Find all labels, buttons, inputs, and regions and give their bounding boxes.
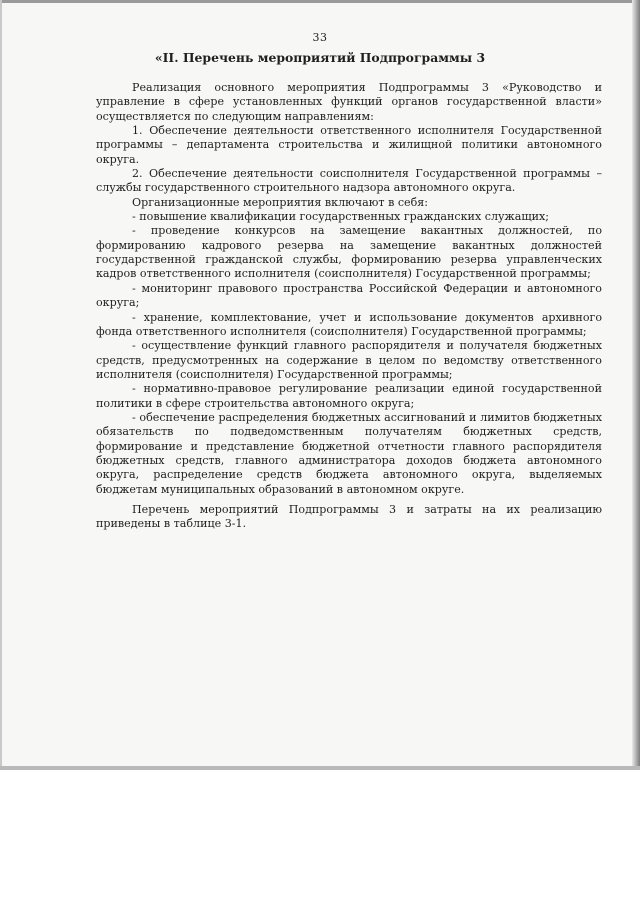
org-list-item: - нормативно-правовое регулирование реализации единой государственной политики в сфере строительства автономного округа; xyxy=(96,382,602,410)
scan-edge-left xyxy=(0,0,2,770)
document-body xyxy=(96,81,602,532)
org-list-item: - хранение, комплектование, учет и использование документов архивного фонда ответственного исполнителя (соисполнителя) Государственной программы; xyxy=(96,310,602,338)
org-list-item: - проведение конкурсов на замещение вакантных должностей, по формированию кадрового резерва на замещение вакантных должностей государственной гражданской службы, формированию резерва управленческих кадров ответственного исполнителя (соисполнителя) Государственной программы; xyxy=(96,224,602,281)
org-list-item: - обеспечение распределения бюджетных ассигнований и лимитов бюджетных обязательств по подведомственным получателям бюджетных средств, формирование и представление бюджетной отчетности главного распорядителя бюджетных средств, главного администратора доходов бюджета автономного округа, распределение средств бюджета автономного округа, выделяемых бюджетам муниципальных образований в автономном округе. xyxy=(96,410,602,496)
intro-paragraph: Реализация основного мероприятия Подпрограммы 3 «Руководство и управление в сфере установленных функций органов государственной власти» осуществляется по следующим направлениям: xyxy=(96,81,602,123)
blank-margin xyxy=(0,770,640,905)
closing-paragraph: Перечень мероприятий Подпрограммы 3 и затраты на их реализацию приведены в таблице 3-1. xyxy=(96,502,602,531)
section-heading: «II. Перечень мероприятий Подпрограммы 3 xyxy=(154,50,486,65)
org-list-item: - осуществление функций главного распорядителя и получателя бюджетных средств, предусмотренных на содержание в целом по ведомству ответственного исполнителя (соисполнителя) Государственной программы; xyxy=(96,339,602,381)
org-list-item: - повышение квалификации государственных гражданских служащих; xyxy=(132,210,550,224)
org-intro-paragraph: Организационные мероприятия включают в себя: xyxy=(132,195,429,209)
scan-edge-top xyxy=(0,0,640,3)
org-list-item: - мониторинг правового пространства Российской Федерации и автономного округа; xyxy=(96,281,602,310)
page-number: 33 xyxy=(312,31,328,44)
direction-item: 1. Обеспечение деятельности ответственного исполнителя Государственной программы – департамента строительства и жилищной политики автономного округа. xyxy=(96,124,602,166)
direction-item: 2. Обеспечение деятельности соисполнителя Государственной программы – службы государственного строительного надзора автономного округа. xyxy=(96,167,602,195)
scan-edge-right xyxy=(632,0,640,770)
